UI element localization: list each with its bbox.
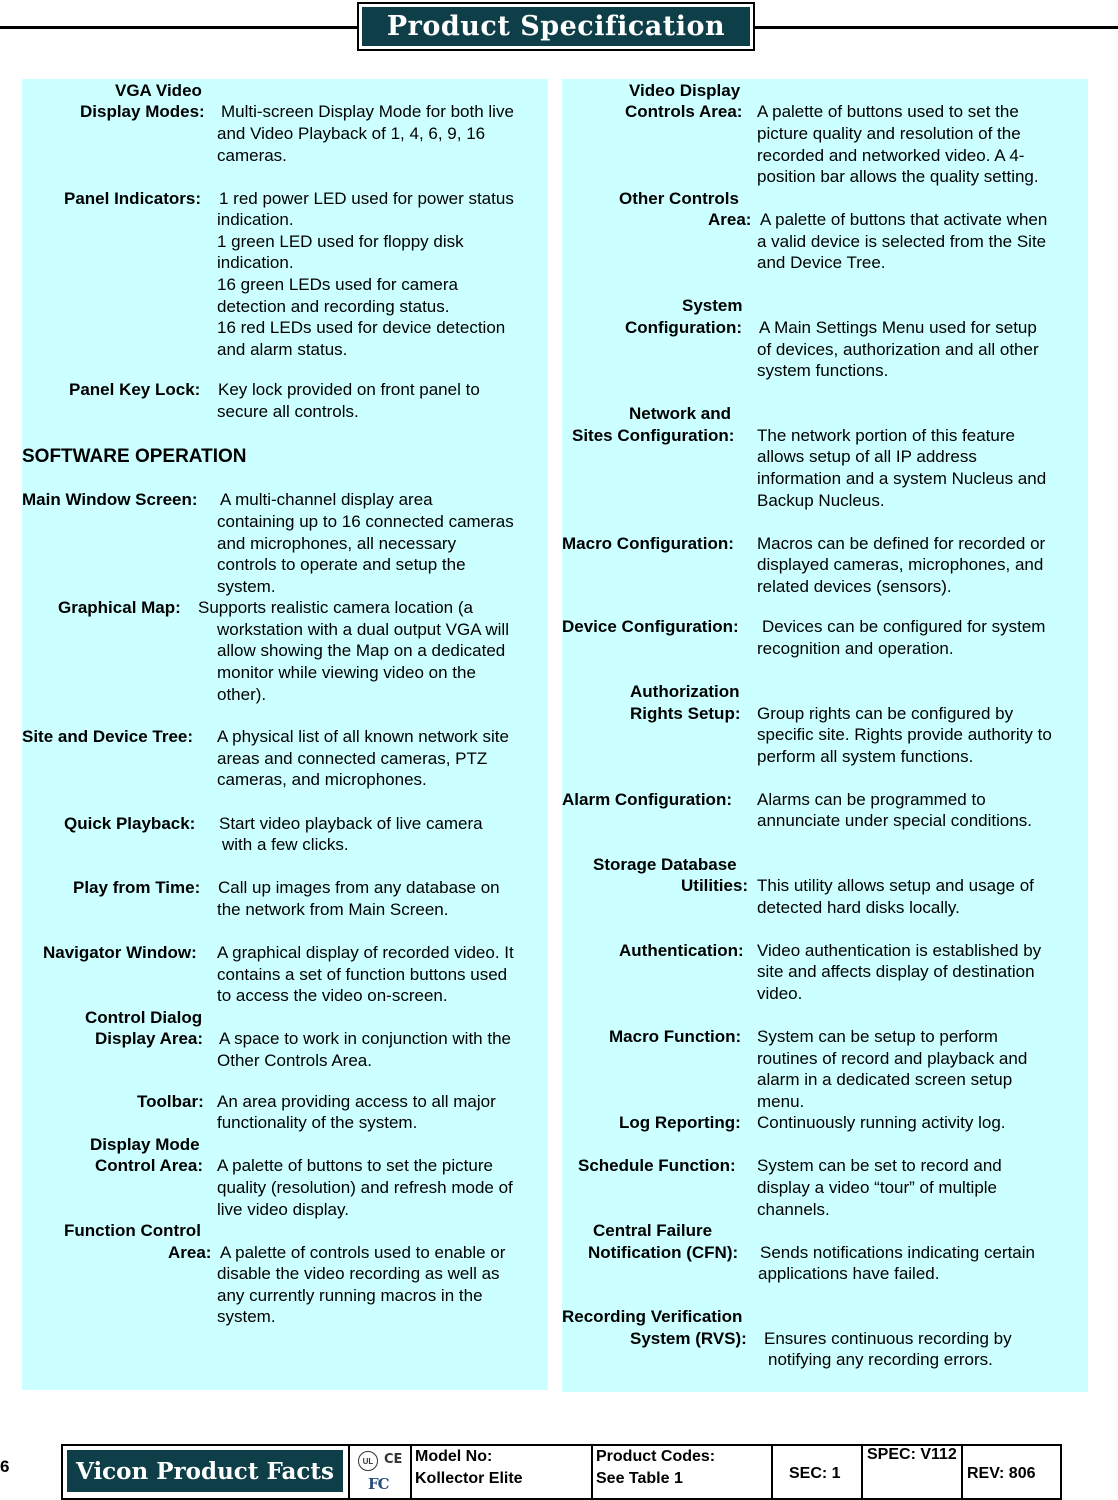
spec-value: Other Controls Area. bbox=[217, 1051, 372, 1070]
brand-cell bbox=[63, 1446, 350, 1498]
spec-value: applications have failed. bbox=[758, 1264, 940, 1283]
revision-number: REV: 806 bbox=[967, 1465, 1036, 1482]
spec-value: position bar allows the quality setting. bbox=[757, 167, 1039, 186]
spec-value: 1 red power LED used for power status bbox=[219, 189, 514, 208]
spec-label: Display Modes: bbox=[80, 102, 205, 121]
spec-label: Area: bbox=[708, 210, 752, 229]
spec-value: Start video playback of live camera bbox=[219, 814, 483, 833]
spec-value: cameras. bbox=[217, 146, 287, 165]
spec-value: Call up images from any database on bbox=[218, 878, 500, 897]
spec-value: system. bbox=[217, 1307, 276, 1326]
spec-value: secure all controls. bbox=[217, 402, 359, 421]
spec-value: system functions. bbox=[757, 361, 889, 380]
spec-label: Log Reporting: bbox=[619, 1113, 741, 1132]
spec-value: A palette of buttons that activate when bbox=[760, 210, 1048, 229]
spec-label: System bbox=[682, 296, 743, 315]
spec-value: channels. bbox=[757, 1200, 830, 1219]
spec-label: Display Mode bbox=[90, 1135, 200, 1154]
spec-label: Area: bbox=[168, 1243, 212, 1262]
spec-value: live video display. bbox=[217, 1200, 349, 1219]
spec-value: notifying any recording errors. bbox=[768, 1350, 993, 1369]
spec-value: a valid device is selected from the Site bbox=[757, 232, 1047, 251]
spec-value: This utility allows setup and usage of bbox=[757, 876, 1034, 895]
spec-value: recognition and operation. bbox=[757, 639, 954, 658]
spec-value: perform all system functions. bbox=[757, 747, 974, 766]
spec-value: other). bbox=[217, 685, 267, 704]
header-banner bbox=[357, 2, 755, 51]
spec-value: video. bbox=[757, 984, 803, 1003]
certification-cell bbox=[350, 1446, 412, 1498]
spec-value: detected hard disks locally. bbox=[757, 898, 960, 917]
spec-value: A Main Settings Menu used for setup bbox=[759, 318, 1037, 337]
spec-label: Rights Setup: bbox=[630, 704, 741, 723]
product-codes-value: See Table 1 bbox=[596, 1470, 683, 1487]
spec-value: An area providing access to all major bbox=[217, 1092, 496, 1111]
spec-label: Main Window Screen: bbox=[22, 490, 198, 509]
spec-label: System (RVS): bbox=[630, 1329, 747, 1348]
spec-label: Macro Function: bbox=[609, 1027, 742, 1046]
spec-label: Panel Key Lock: bbox=[69, 380, 201, 399]
spec-value: information and a system Nucleus and bbox=[757, 469, 1047, 488]
spec-value: detection and recording status. bbox=[217, 297, 450, 316]
spec-value: A space to work in conjunction with the bbox=[219, 1029, 511, 1048]
spec-value: Video authentication is established by bbox=[757, 941, 1042, 960]
section-cell bbox=[773, 1446, 863, 1498]
spec-label: Navigator Window: bbox=[43, 943, 197, 962]
spec-value: System can be set to record and bbox=[757, 1156, 1002, 1175]
section-number: SEC: 1 bbox=[789, 1465, 841, 1482]
spec-value: and Device Tree. bbox=[757, 253, 886, 272]
spec-label: Network and bbox=[629, 404, 732, 423]
spec-label: Authentication: bbox=[619, 941, 744, 960]
page-number: 6 bbox=[0, 1457, 10, 1476]
spec-label: Play from Time: bbox=[73, 878, 201, 897]
spec-label: Other Controls bbox=[619, 189, 739, 208]
spec-label: Configuration: bbox=[625, 318, 743, 337]
spec-label: Sites Configuration: bbox=[572, 426, 735, 445]
page-title: Product Specification bbox=[362, 7, 750, 46]
spec-value: annunciate under special conditions. bbox=[757, 811, 1033, 830]
spec-value: A palette of controls used to enable or bbox=[220, 1243, 506, 1262]
spec-value: Macros can be defined for recorded or bbox=[757, 534, 1046, 553]
spec-value: of devices, authorization and all other bbox=[757, 340, 1039, 359]
spec-value: system. bbox=[217, 577, 276, 596]
spec-label: Graphical Map: bbox=[58, 598, 181, 617]
spec-label: Alarm Configuration: bbox=[562, 790, 732, 809]
product-codes-label: Product Codes: bbox=[596, 1448, 716, 1465]
spec-label: Site and Device Tree: bbox=[22, 727, 194, 746]
spec-label: Function Control bbox=[64, 1221, 201, 1240]
spec-label: Control Dialog bbox=[85, 1008, 203, 1027]
section-title: SOFTWARE OPERATION bbox=[22, 446, 247, 467]
model-cell bbox=[412, 1446, 593, 1498]
spec-value: Sends notifications indicating certain bbox=[760, 1243, 1035, 1262]
spec-value: recorded and networked video. A 4- bbox=[757, 146, 1025, 165]
ce-logo-icon: CE bbox=[384, 1452, 403, 1467]
spec-value: related devices (sensors). bbox=[757, 577, 952, 596]
spec-value: A multi-channel display area bbox=[220, 490, 433, 509]
spec-value: A palette of buttons to set the picture bbox=[217, 1156, 493, 1175]
revision-cell bbox=[963, 1446, 1060, 1498]
spec-value: menu. bbox=[757, 1092, 805, 1111]
spec-label: Schedule Function: bbox=[578, 1156, 736, 1175]
footer-info-table bbox=[61, 1444, 1062, 1500]
spec-label: Quick Playback: bbox=[64, 814, 196, 833]
spec-value: Alarms can be programmed to bbox=[757, 790, 986, 809]
spec-value: containing up to 16 connected cameras bbox=[217, 512, 514, 531]
spec-label: Control Area: bbox=[95, 1156, 203, 1175]
spec-value: Devices can be configured for system bbox=[762, 617, 1046, 636]
spec-value: Group rights can be configured by bbox=[757, 704, 1014, 723]
spec-label: Utilities: bbox=[681, 876, 749, 895]
spec-value: and Video Playback of 1, 4, 6, 9, 16 bbox=[217, 124, 486, 143]
spec-label: Panel Indicators: bbox=[64, 189, 201, 208]
spec-value: to access the video on-screen. bbox=[217, 986, 448, 1005]
spec-value: Ensures continuous recording by bbox=[764, 1329, 1012, 1348]
spec-value: controls to operate and setup the bbox=[217, 555, 466, 574]
spec-label: Storage Database bbox=[593, 855, 737, 874]
spec-value: and alarm status. bbox=[217, 340, 348, 359]
spec-value: displayed cameras, microphones, and bbox=[757, 555, 1044, 574]
spec-value: A physical list of all known network site bbox=[217, 727, 509, 746]
spec-value: indication. bbox=[217, 210, 294, 229]
product-codes-cell bbox=[593, 1446, 773, 1498]
spec-value: cameras, and microphones. bbox=[217, 770, 427, 789]
spec-value: specific site. Rights provide authority to bbox=[757, 725, 1052, 744]
spec-value: A graphical display of recorded video. It bbox=[217, 943, 514, 962]
spec-version: SPEC: V112 bbox=[867, 1446, 957, 1463]
spec-label: Toolbar: bbox=[137, 1092, 204, 1111]
spec-label: Video Display bbox=[629, 81, 741, 100]
model-label: Model No: bbox=[415, 1448, 493, 1465]
spec-value: site and affects display of destination bbox=[757, 962, 1035, 981]
spec-label: Central Failure bbox=[593, 1221, 713, 1240]
spec-label: VGA Video bbox=[115, 81, 202, 100]
spec-value: display a video “tour” of multiple bbox=[757, 1178, 998, 1197]
spec-value: 1 green LED used for floppy disk bbox=[217, 232, 464, 251]
spec-value: quality (resolution) and refresh mode of bbox=[217, 1178, 513, 1197]
spec-cell bbox=[863, 1446, 963, 1498]
spec-value: Backup Nucleus. bbox=[757, 491, 885, 510]
spec-value: Supports realistic camera location (a bbox=[198, 598, 473, 617]
spec-value: areas and connected cameras, PTZ bbox=[217, 749, 488, 768]
spec-value: and microphones, all necessary bbox=[217, 534, 457, 553]
spec-value: allow showing the Map on a dedicated bbox=[217, 641, 506, 660]
spec-value: 16 red LEDs used for device detection bbox=[217, 318, 506, 337]
spec-value: picture quality and resolution of the bbox=[757, 124, 1021, 143]
ul-logo-icon: UL bbox=[358, 1451, 378, 1471]
spec-value: 16 green LEDs used for camera bbox=[217, 275, 458, 294]
spec-label: Controls Area: bbox=[625, 102, 743, 121]
brand-logo: Vicon Product Facts bbox=[67, 1450, 343, 1492]
header-rule-left bbox=[0, 26, 357, 29]
spec-value: Continuously running activity log. bbox=[757, 1113, 1006, 1132]
spec-label: Display Area: bbox=[95, 1029, 204, 1048]
spec-value: contains a set of function buttons used bbox=[217, 965, 508, 984]
spec-label: Macro Configuration: bbox=[562, 534, 734, 553]
spec-value: Multi-screen Display Mode for both live bbox=[221, 102, 514, 121]
spec-value: indication. bbox=[217, 253, 294, 272]
header-rule-right bbox=[755, 26, 1118, 29]
spec-value: System can be setup to perform bbox=[757, 1027, 998, 1046]
spec-value: monitor while viewing video on the bbox=[217, 663, 476, 682]
spec-label: Device Configuration: bbox=[562, 617, 739, 636]
spec-value: functionality of the system. bbox=[217, 1113, 418, 1132]
spec-label: Recording Verification bbox=[562, 1307, 743, 1326]
model-value: Kollector Elite bbox=[415, 1470, 523, 1487]
spec-value: Key lock provided on front panel to bbox=[218, 380, 480, 399]
spec-value: disable the video recording as well as bbox=[217, 1264, 500, 1283]
spec-value: any currently running macros in the bbox=[217, 1286, 483, 1305]
spec-label: Authorization bbox=[630, 682, 740, 701]
spec-value: A palette of buttons used to set the bbox=[757, 102, 1019, 121]
spec-value: allows setup of all IP address bbox=[757, 447, 977, 466]
spec-value: workstation with a dual output VGA will bbox=[217, 620, 509, 639]
spec-value: routines of record and playback and bbox=[757, 1049, 1028, 1068]
fcc-logo-icon: FC bbox=[368, 1475, 389, 1493]
spec-value: The network portion of this feature bbox=[757, 426, 1015, 445]
spec-value: alarm in a dedicated screen setup bbox=[757, 1070, 1013, 1089]
spec-value: the network from Main Screen. bbox=[217, 900, 449, 919]
spec-value: with a few clicks. bbox=[222, 835, 349, 854]
spec-label: Notification (CFN): bbox=[588, 1243, 739, 1262]
